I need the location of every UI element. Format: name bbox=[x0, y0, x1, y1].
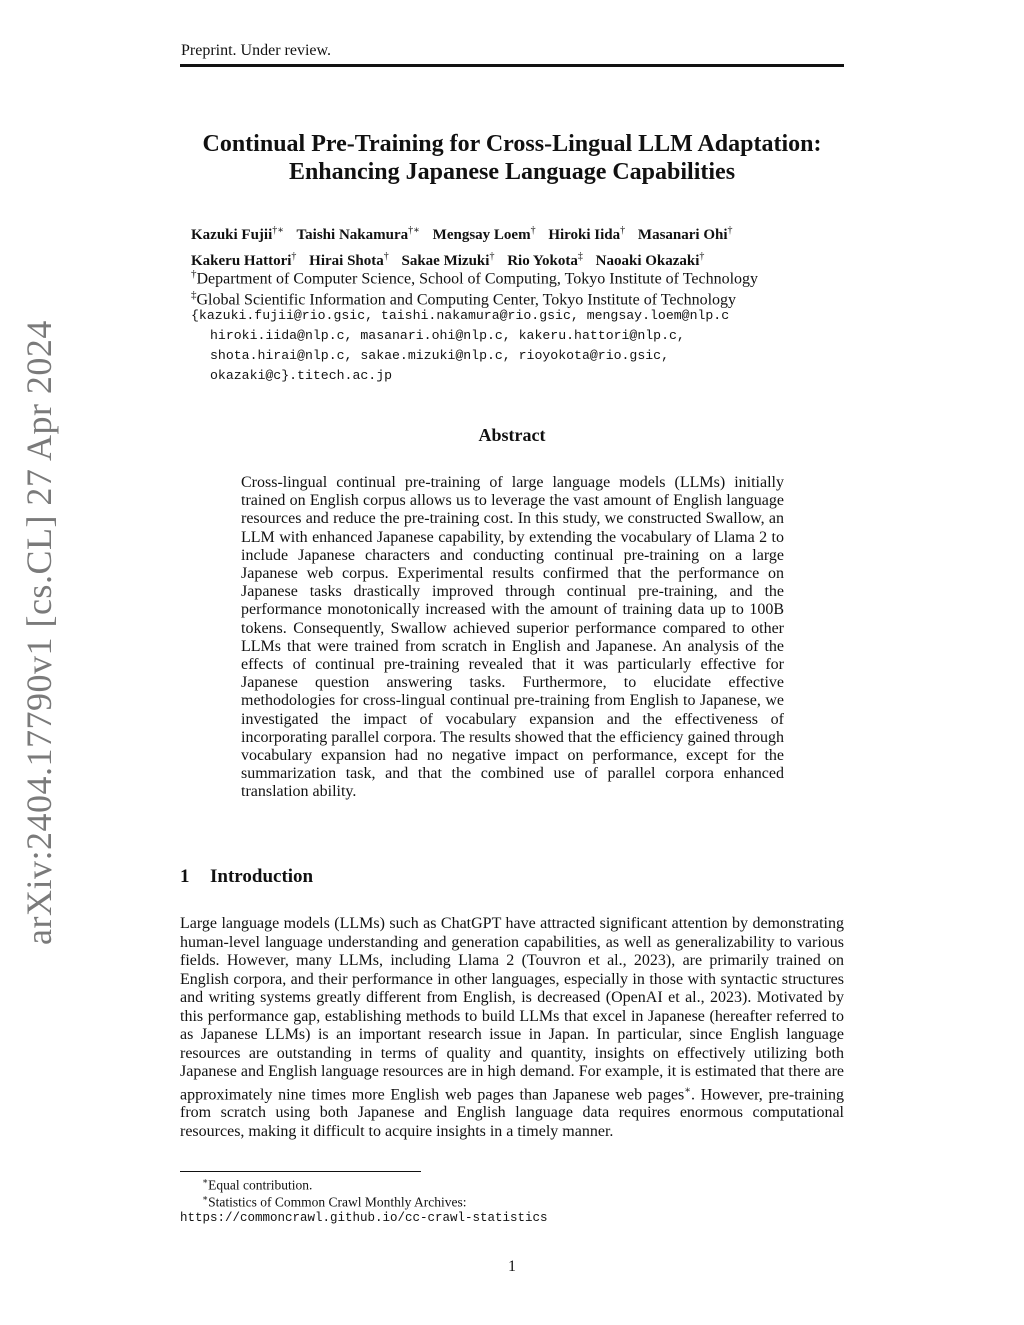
footnote-rule bbox=[180, 1171, 421, 1172]
author: Kakeru Hattori† bbox=[191, 251, 297, 269]
header-rule bbox=[180, 64, 844, 67]
email-line: okazaki@c}.titech.ac.jp bbox=[210, 368, 393, 383]
email-line: hiroki.iida@nlp.c, masanari.ohi@nlp.c, kakeru.hattori@nlp.c, bbox=[210, 328, 685, 343]
author: Naoaki Okazaki† bbox=[595, 251, 705, 269]
affiliation-2: ‡Global Scientific Information and Computing Center, Tokyo Institute of Technology bbox=[191, 289, 737, 309]
footnote-common-crawl: ∗Statistics of Common Crawl Monthly Archives: bbox=[202, 1193, 467, 1210]
email-line: shota.hirai@nlp.c, sakae.mizuki@nlp.c, rioyokota@rio.gsic, bbox=[210, 348, 669, 363]
author: Sakae Mizuki† bbox=[401, 251, 495, 269]
abstract-heading: Abstract bbox=[478, 425, 546, 445]
email-line: {kazuki.fujii@rio.gsic, taishi.nakamura@rio.gsic, mengsay.loem@nlp.c bbox=[191, 308, 730, 323]
author: Hiroki Iida† bbox=[548, 225, 626, 243]
arxiv-identifier: arXiv:2404.17790v1 [cs.CL] 27 Apr 2024 bbox=[19, 320, 59, 945]
section-number: 1 bbox=[180, 866, 190, 887]
running-header: Preprint. Under review. bbox=[181, 42, 332, 59]
section-title: Introduction bbox=[210, 866, 314, 887]
page-number: 1 bbox=[508, 1258, 516, 1275]
author: Hirai Shota† bbox=[309, 251, 389, 269]
affiliation-1: †Department of Computer Science, School of Computing, Tokyo Institute of Technology bbox=[191, 268, 759, 288]
author-row-1 bbox=[191, 220, 851, 246]
author: Taishi Nakamura†∗ bbox=[296, 225, 420, 243]
author-emails bbox=[191, 306, 729, 386]
author: Mengsay Loem† bbox=[432, 225, 536, 243]
footnote-url-link[interactable]: https://commoncrawl.github.io/cc-crawl-statistics bbox=[180, 1211, 548, 1225]
author: Kazuki Fujii†∗ bbox=[191, 225, 285, 243]
section-heading-introduction bbox=[180, 866, 313, 888]
paper-title bbox=[180, 130, 844, 186]
introduction-paragraph: Large language models (LLMs) such as ChatGPT have attracted significant attention by demonstrating human-level language understanding and generation capabilities, as well as generalizability to various fields. However, many LLMs, including Llama 2 (Touvron et al., 2023), are primarily trained on English corpora, and their performance in other languages, especially in those with syntactic structures and writing systems greatly different from English, is decreased (OpenAI et al., 2023). Motivated by this performance gap, establishing methods to build LLMs that excel in Japanese (hereafter referred to as Japanese LLMs) is an important research issue in Japan. In particular, since English language resources are outstanding in terms of quality and quantity, insights on effectively utilizing both Japanese and English language resources are in high demand. For example, it is estimated that there are approximately nine times more English web pages than Japanese web pages∗. However, pre-training from scratch using both Japanese and English language data requires enormous computational resources, making it difficult to acquire insights in a timely manner. bbox=[180, 915, 845, 1140]
footnote-marker[interactable]: ∗ bbox=[684, 1084, 692, 1096]
author: Masanari Ohi† bbox=[637, 225, 733, 243]
title-line-1: Continual Pre-Training for Cross-Lingual LLM Adaptation: bbox=[202, 131, 822, 157]
title-line-2: Enhancing Japanese Language Capabilities bbox=[288, 159, 736, 185]
author: Rio Yokota‡ bbox=[507, 251, 583, 269]
abstract-text: Cross-lingual continual pre-training of large language models (LLMs) initially trained on English corpus allows us to leverage the vast amount of English language resources and reduce the pre-training cost. In this study, we constructed Swallow, an LLM with enhanced Japanese capability, by extending the vocabulary of Llama 2 to include Japanese characters and conducting continual pre-training on a large Japanese web corpus. Experimental results confirmed that the performance on Japanese tasks drastically improved through continual pre-training, and the performance monotonically increased with the amount of training data up to 100B tokens. Consequently, Swallow achieved superior performance compared to other LLMs that were trained from scratch in English and Japanese. An analysis of the effects of continual pre-training revealed that it was particularly effective for Japanese question answering tasks. Furthermore, to elucidate effective methodologies for cross-lingual continual pre-training from English to Japanese, we investigated the impact of vocabulary expansion and the effectiveness of incorporating parallel corpora. The results showed that the efficiency gained through vocabulary expansion had no negative impact on performance, except for the summarization task, and that the combined use of parallel corpora enhanced translation ability. bbox=[241, 474, 784, 801]
footnote-equal-contribution: ∗Equal contribution. bbox=[202, 1176, 313, 1193]
